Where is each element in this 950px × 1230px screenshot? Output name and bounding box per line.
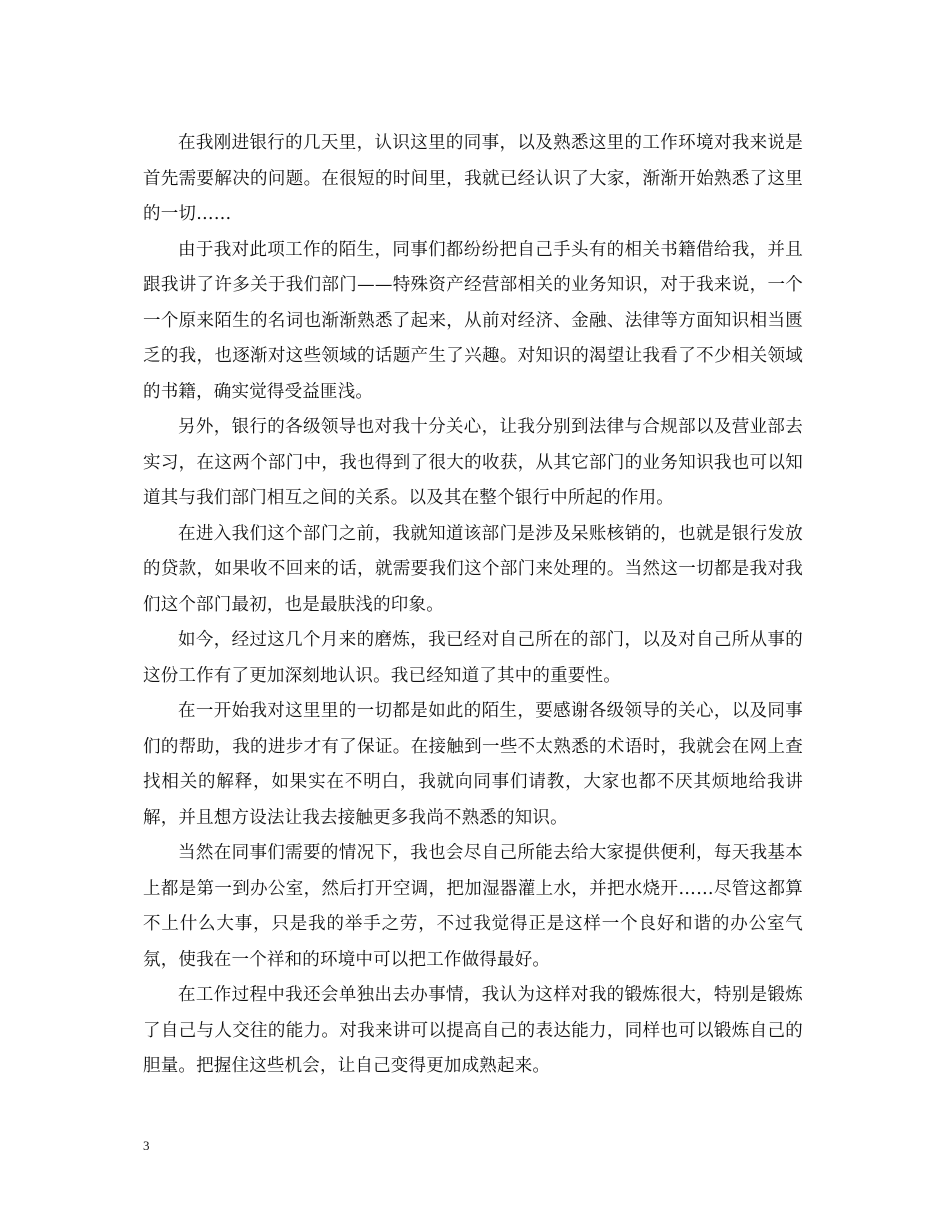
document-body <box>143 126 803 1085</box>
paragraph-3: 另外，银行的各级领导也对我十分关心，让我分别到法律与合规部以及营业部去实习，在这两个部门中，我也得到了很大的收获，从其它部门的业务知识我也可以知道其与我们部门相互之间的关系。以及其在整个银行中所起的作用。 <box>143 417 803 508</box>
paragraph-6: 在一开始我对这里里的一切都是如此的陌生，要感谢各级领导的关心，以及同事们的帮助，我的进步才有了保证。在接触到一些不太熟悉的术语时，我就会在网上查找相关的解释，如果实在不明白，我就向同事们请教，大家也都不厌其烦地给我讲解，并且想方设法让我去接触更多我尚不熟悉的知识。 <box>143 701 803 828</box>
paragraph-1: 在我刚进银行的几天里，认识这里的同事，以及熟悉这里的工作环境对我来说是首先需要解决的问题。在很短的时间里，我就已经认识了大家，渐渐开始熟悉了这里的一切…… <box>143 133 803 224</box>
page-number: 3 <box>143 1138 150 1153</box>
paragraph-5: 如今，经过这几个月来的磨炼，我已经对自己所在的部门，以及对自己所从事的这份工作有了更加深刻地认识。我已经知道了其中的重要性。 <box>143 630 803 686</box>
paragraph-2: 由于我对此项工作的陌生，同事们都纷纷把自己手头有的相关书籍借给我，并且跟我讲了许多关于我们部门——特殊资产经营部相关的业务知识，对于我来说，一个一个原来陌生的名词也渐渐熟悉了起来，从前对经济、金融、法律等方面知识相当匮乏的我，也逐渐对这些领域的话题产生了兴趣。对知识的渴望让我看了不少相关领域的书籍，确实觉得受益匪浅。 <box>143 239 803 402</box>
paragraph-8: 在工作过程中我还会单独出去办事情，我认为这样对我的锻炼很大，特别是锻炼了自己与人交往的能力。对我来讲可以提高自己的表达能力，同样也可以锻炼自己的胆量。把握住这些机会，让自己变得更加成熟起来。 <box>143 985 803 1076</box>
paragraph-7: 当然在同事们需要的情况下，我也会尽自己所能去给大家提供便利，每天我基本上都是第一到办公室，然后打开空调，把加湿器灌上水，并把水烧开……尽管这都算不上什么大事，只是我的举手之劳，不过我觉得正是这样一个良好和谐的办公室气氛，使我在一个祥和的环境中可以把工作做得最好。 <box>143 843 803 970</box>
paragraph-4: 在进入我们这个部门之前，我就知道该部门是涉及呆账核销的，也就是银行发放的贷款，如果收不回来的话，就需要我们这个部门来处理的。当然这一切都是我对我们这个部门最初，也是最肤浅的印象。 <box>143 523 803 615</box>
